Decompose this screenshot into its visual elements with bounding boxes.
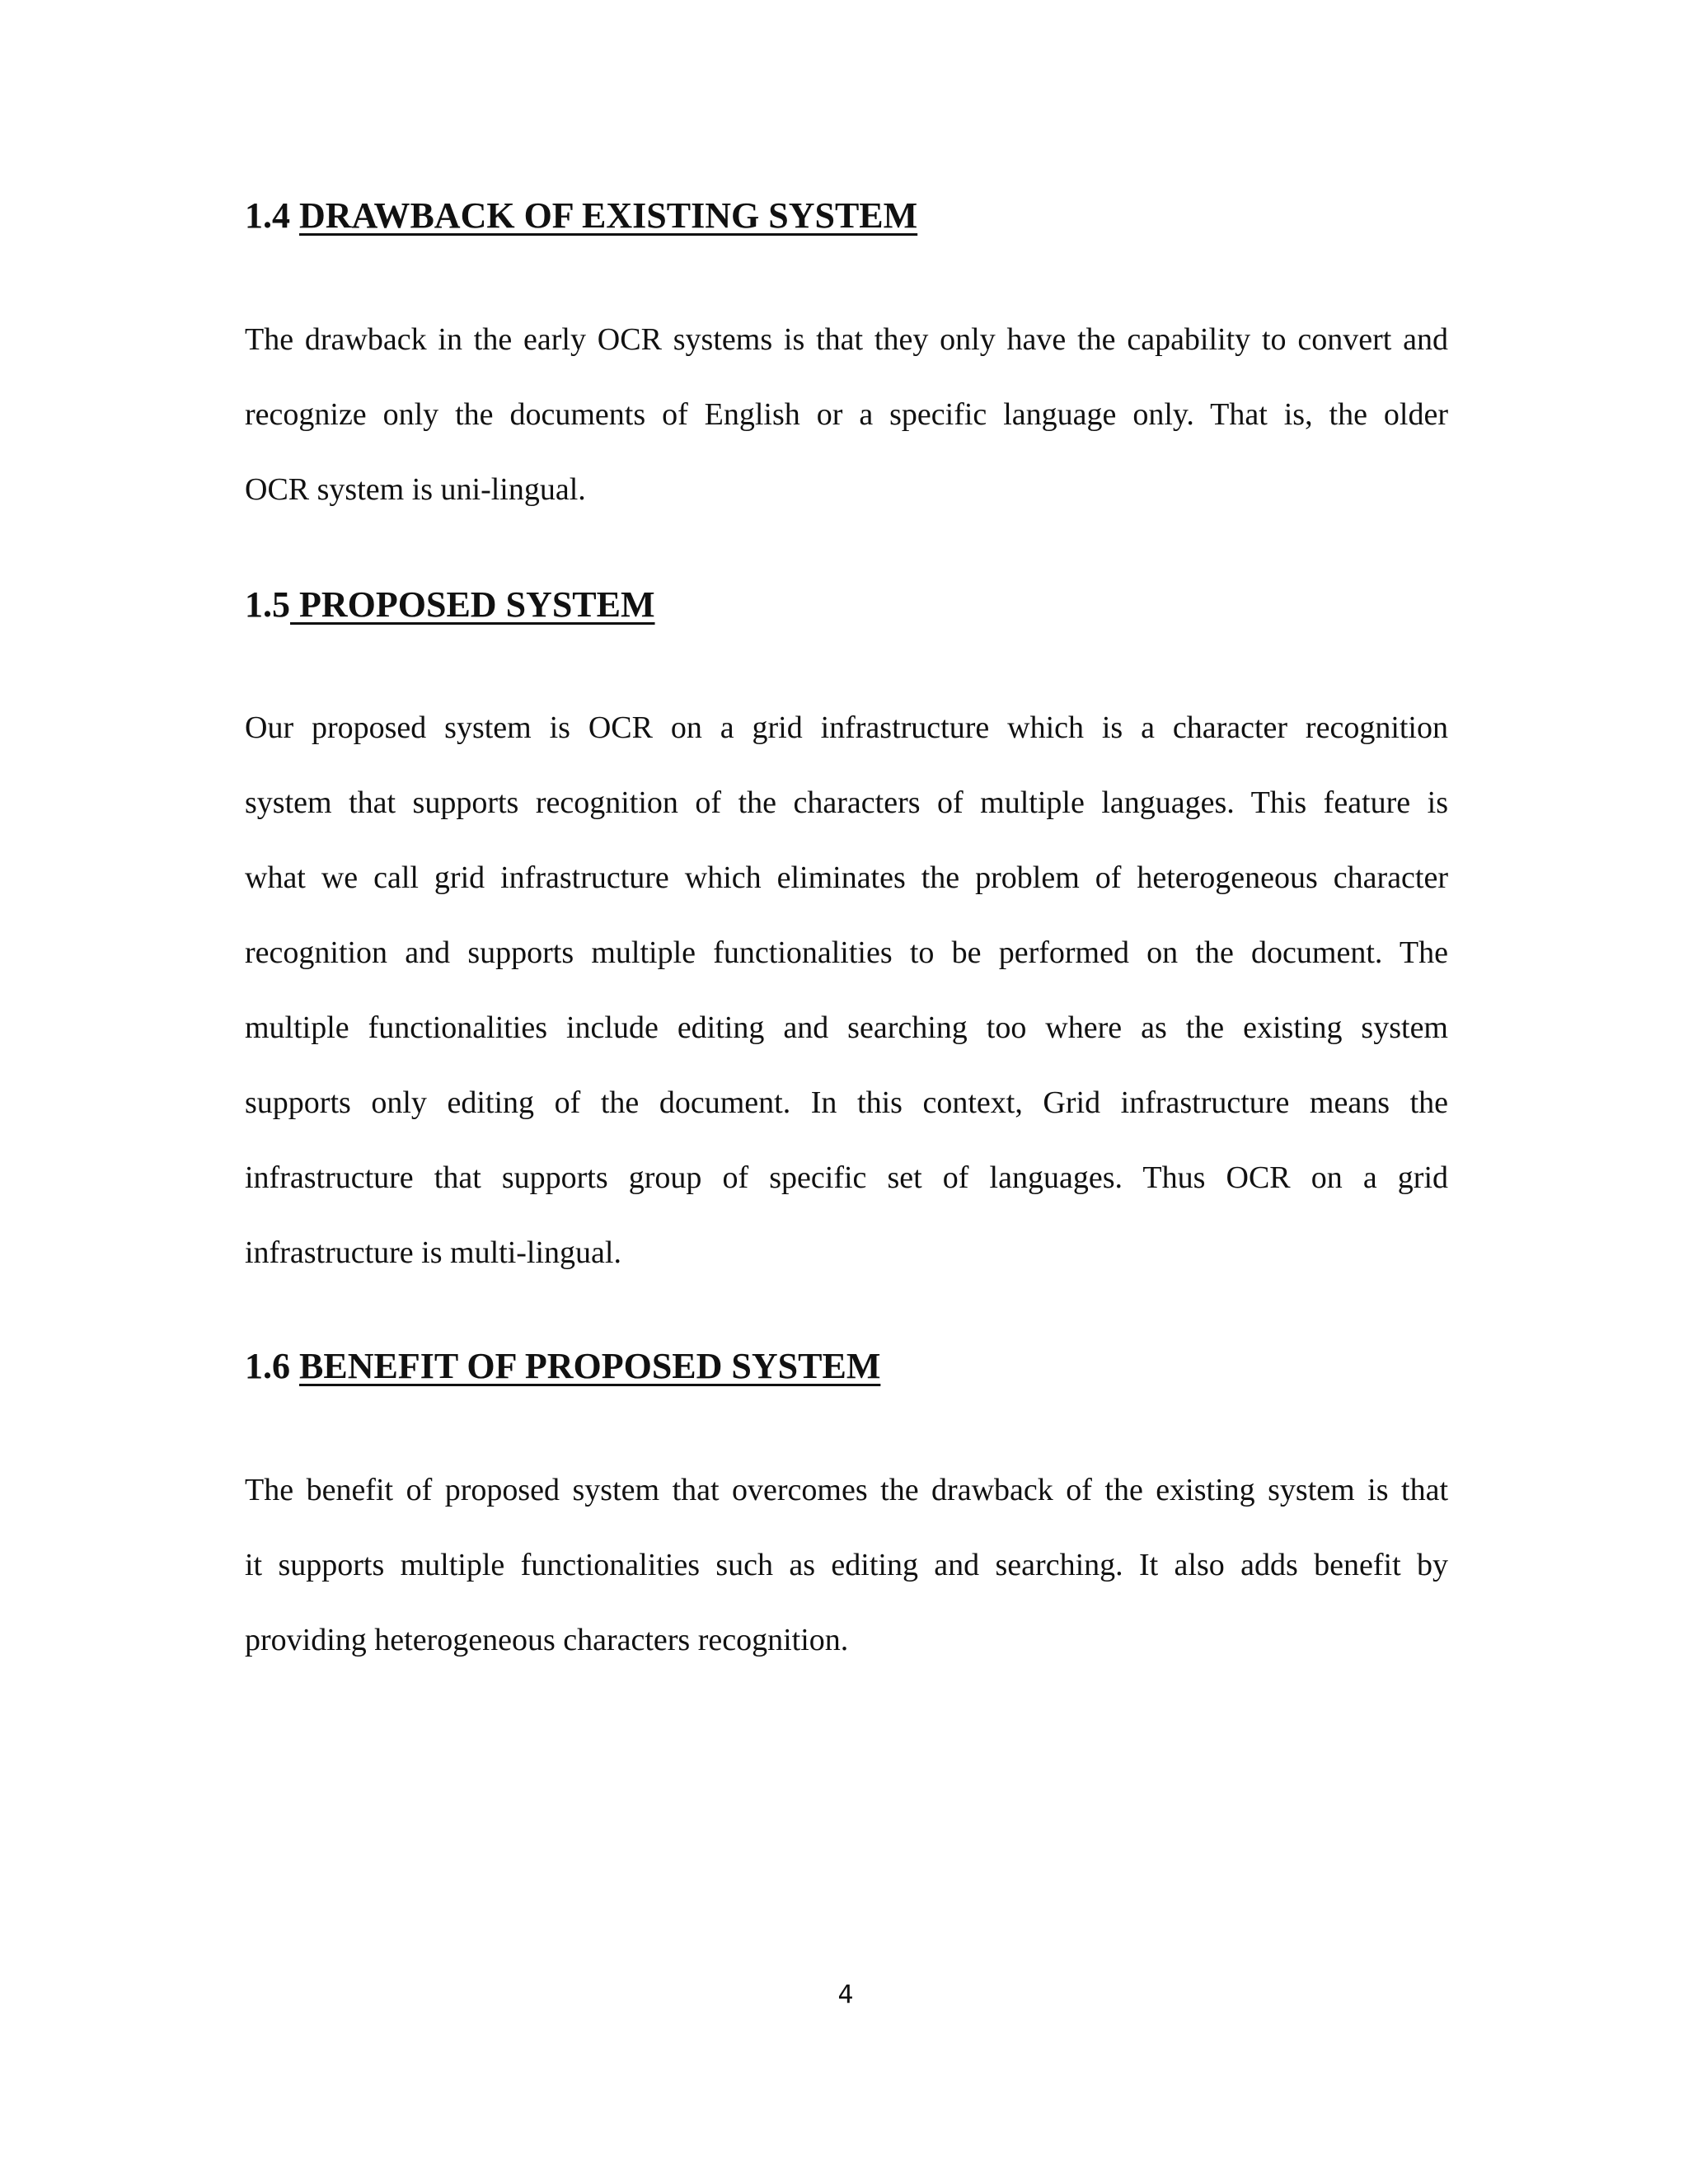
paragraph-drawback [245,302,1448,527]
paragraph-line: infrastructure that supports group of specific set of languages. Thus OCR on a grid [245,1160,1448,1195]
paragraph-line: system that supports recognition of the characters of multiple languages. This feature is [245,785,1448,820]
paragraph-benefit [245,1453,1448,1678]
paragraph-line: infrastructure is multi-lingual. [245,1235,621,1270]
paragraph-line: it supports multiple functionalities such as editing and searching. It also adds benefit by [245,1548,1448,1582]
section-heading-drawback [245,194,917,238]
paragraph-line: recognize only the documents of English or a specific language only. That is, the older [245,397,1448,432]
paragraph-proposed [245,691,1448,1291]
section-number: 1.4 [245,195,290,236]
paragraph-line: multiple functionalities include editing and searching too where as the existing system [245,1010,1448,1045]
section-title: DRAWBACK OF EXISTING SYSTEM [299,195,918,236]
paragraph-line: recognition and supports multiple functionalities to be performed on the document. The [245,935,1448,970]
section-number: 1.5 [245,584,290,625]
paragraph-line: what we call grid infrastructure which eliminates the problem of heterogeneous character [245,860,1448,895]
section-heading-benefit [245,1345,880,1389]
paragraph-line: Our proposed system is OCR on a grid infrastructure which is a character recognition [245,710,1448,745]
page-number: 4 [837,1980,854,2009]
paragraph-line: OCR system is uni-lingual. [245,472,586,507]
section-title: BENEFIT OF PROPOSED SYSTEM [299,1346,881,1386]
section-title: PROPOSED SYSTEM [290,584,655,625]
paragraph-line: providing heterogeneous characters recognition. [245,1623,849,1657]
paragraph-line: supports only editing of the document. In this context, Grid infrastructure means the [245,1085,1448,1120]
paragraph-line: The benefit of proposed system that overcomes the drawback of the existing system is that [245,1473,1448,1507]
section-number: 1.6 [245,1346,290,1386]
section-heading-proposed [245,583,655,627]
paragraph-line: The drawback in the early OCR systems is that they only have the capability to convert and [245,322,1448,357]
